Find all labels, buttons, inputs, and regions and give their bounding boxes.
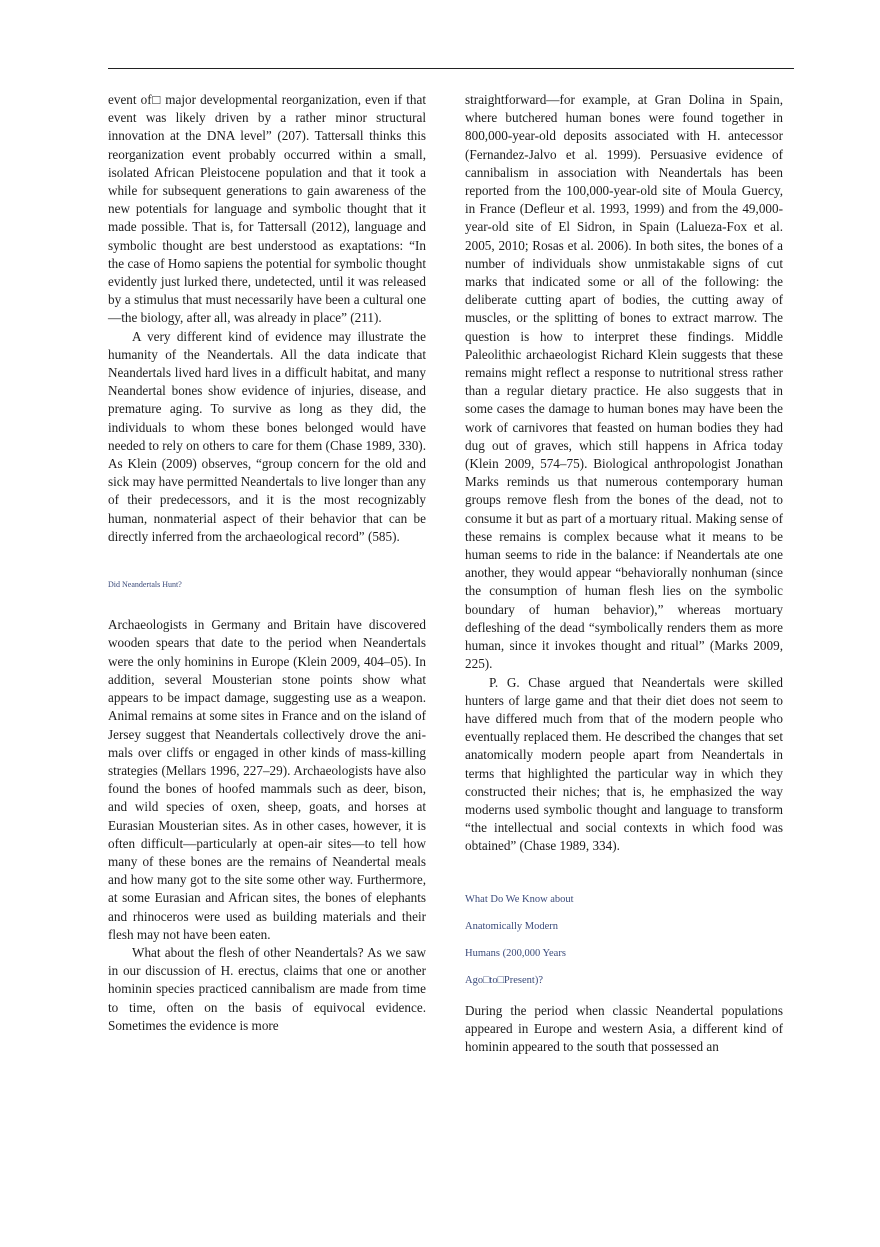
- section-heading-line: Humans (200,000 Years: [465, 947, 566, 959]
- section-heading-line: What Do We Know about: [465, 893, 574, 905]
- paragraph: A very different kind of evidence may illustrate the humanity of the Neandertals. All the data indicate that Neandertals lived hard lives in a difficult habitat, and many Neandertal bones show evidence of injuries, disease, and premature aging. To survive as long as they did, the individuals to whom these bones belonged would have needed to rely on others to care for them (Chase 1989, 330). As Klein (2009) observes, “group concern for the old and sick may have permitted Neandertals to live longer than any of their predecessors, and it is the most recognizably human, nonmaterial aspect of their behavior that can be directly inferred from the archaeological record” (585).: [108, 328, 426, 544]
- paragraph: P. G. Chase argued that Neandertals were skilled hunters of large game and that their diet does not seem to have differed much from that of the modern people who eventually replaced them. He described the changes that set anatomically modern people apart from Neandertals in terms that highlighted the particular way in which they constructed their niches; that is, he emphasized the way moderns used symbolic thought and language to transform “the intellectual and social contexts in which food was obtained” (Chase 1989, 334).: [465, 674, 783, 854]
- header-rule: [108, 68, 794, 69]
- section-heading-line: Anatomically Modern: [465, 920, 559, 932]
- paragraph: Archaeologists in Germany and Britain have discovered wooden spears that date to the period when Neandertals were the only hominins in Europe (Klein 2009, 404–05). In addition, several Mousterian stone points show what appears to be impact damage, suggesting use as a weapon. Animal remains at some sites in France and on the island of Jersey suggest that Neandertals collectively drove the animals over cliffs or engaged in other kinds of mass-killing strategies (Mellars 1996, 227–29). Archaeologists have also found the bones of hoofed mammals such as deer, bison, and wild species of oxen, sheep, goats, and horses at Eurasian Mousterian sites. As in other cases, however, it is often difficult—particularly at open-air sites—to tell how many of these bones are the remains of Neandertal meals and how many got to the site some other way. Furthermore, at some Eurasian and African sites, the bones of elephants and rhinoceros were used as building materials and their flesh may not have been eaten.: [108, 617, 426, 942]
- section-heading: [465, 886, 783, 994]
- paragraph: During the period when classic Neandertal populations appeared in Europe and western Asia, a different kind of hominin appeared to the south that possessed an: [465, 1002, 783, 1054]
- left-column: [108, 91, 426, 1035]
- paragraph: event of□ major developmental reorganization, even if that event was likely driven by a rather minor structural innovation at the DNA level” (207). Tattersall thinks this reorganization event probably occurred within a small, isolated African Pleistocene population and that it took a while for subsequent generations to gain awareness of the new potentials for language and symbolic thought that it made possible. That is, for Tattersall (2012), language and symbolic thought are best understood as exaptations: “In the case of Homo sapiens the potential for symbolic thought evidently just lurked there, undetected, until it was released by a stimulus that must necessarily have been a cultural one—the biology, after all, was already in place” (211).: [108, 92, 426, 326]
- paragraph: straightforward—for example, at Gran Dolina in Spain, where butchered human bones were found together in 800,000-year-old deposits associated with H. antecessor (Fernandez-Jalvo et al. 1999). Persuasive evidence of cannibalism in association with Neandertals has been reported from the 100,000-year-old site of Moula Guercy, in France (Defleur et al. 1993, 1999) and from the 49,000-year-old site of El Sidron, in Spain (Lalueza-Fox et al. 2005, 2010; Rosas et al. 2006). In both sites, the bones of a number of individuals show unmistakable signs of cut marks that indicated some or all of the following: the deliberate cutting apart of bodies, the cutting away of muscles, or the splitting of bones to extract marrow. The question is how to interpret these findings. Middle Paleolithic archaeologist Richard Klein suggests that these remains might reflect a response to nutritional stress rather than a regular dietary practice. He also suggests that in some cases the damage to human bones may have been the work of carnivores that feasted on human bodies they had dug out of graves, which still happens in Africa today (Klein 2009, 574–75). Biological anthropologist Jonathan Marks reminds us that numerous contemporary human groups remove flesh from the bones of the dead, not to consume it but as part of a mortuary ritual. Making sense of these remains is complex because what it means to be human seems to ride in the balance: if Neandertals ate one another, they would appear “behaviorally nonhuman (since the consumption of human flesh lies on the symbolic boundary of human behavior),” whereas mortuary defleshing of the dead “symbolically renders them as more human, since it invokes thought and ritual” (Marks 2009, 225).: [465, 92, 783, 672]
- section-heading-line: Ago□to□Present)?: [465, 974, 544, 986]
- section-subheading: Did Neandertals Hunt?: [108, 580, 182, 590]
- paragraph: What about the flesh of other Neandertals? As we saw in our discussion of H. erectus, claims that one or another hominin species practiced cannibalism are made from time to time, often on the basis of equivocal evidence. Sometimes the evidence is more: [108, 944, 426, 1033]
- right-column: [465, 91, 783, 1056]
